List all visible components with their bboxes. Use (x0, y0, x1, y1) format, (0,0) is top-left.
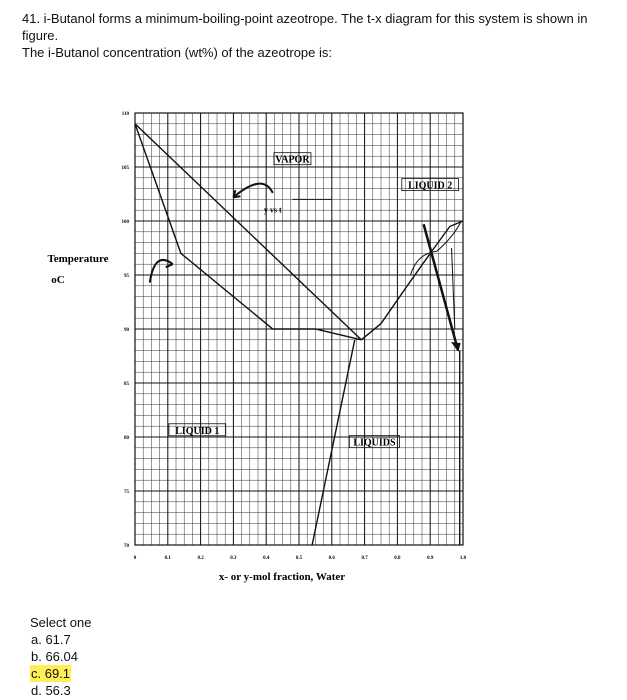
curved-arrow-upper (233, 184, 272, 198)
y-axis-label-line1: Temperature (47, 253, 109, 265)
y-axis-label-line2: oC (51, 274, 65, 286)
x-tick-label: 0.1 (164, 556, 171, 561)
y-tick-label: 85 (124, 382, 129, 387)
x-tick-label: 0.2 (197, 556, 204, 561)
select-one-prompt: Select one (30, 615, 92, 630)
x-tick-label: 0.8 (394, 556, 401, 561)
arrowhead-lower (166, 260, 173, 267)
option-c[interactable] (30, 665, 91, 682)
y-tick-label: 75 (124, 490, 129, 495)
x-tick-label: 0.5 (295, 556, 303, 561)
x-tick-labels (134, 556, 467, 561)
option-b-label: b. 66.04 (31, 649, 78, 664)
x-axis-label: x- or y-mol fraction, Water (218, 571, 346, 583)
question-line-1: 41. i-Butanol forms a minimum-boiling-point azeotrope. The t-x diagram for this system is shown in (22, 11, 588, 26)
y-tick-label: 90 (124, 328, 129, 333)
answer-options (30, 614, 91, 699)
x-tick-label: 0.3 (230, 556, 237, 561)
x-tick-label: 0.7 (361, 556, 368, 561)
x-tick-label: 1.0 (459, 556, 467, 561)
marker-arrowhead (452, 343, 460, 351)
scribble-line (452, 248, 455, 329)
txy-chart (0, 95, 627, 595)
annotation-label: VAPOR (275, 154, 310, 166)
y-tick-label: 100 (121, 220, 129, 225)
x-tick-label: 0 (133, 556, 137, 561)
annotation-label: LIQUID 2 (408, 180, 453, 192)
question-text (22, 10, 612, 61)
option-c-label: c. 69.1 (31, 666, 71, 681)
x-tick-label: 0.4 (263, 556, 270, 561)
option-d[interactable] (30, 682, 91, 699)
x-tick-label: 0.6 (328, 556, 335, 561)
annotation-label: y vs t (263, 205, 282, 215)
y-tick-labels (122, 112, 130, 549)
y-tick-label: 70 (124, 544, 129, 549)
option-a[interactable] (30, 631, 91, 648)
x-tick-label: 0.9 (427, 556, 434, 561)
y-tick-label: 80 (124, 436, 129, 441)
annotation-label: LIQUID 1 (175, 425, 220, 437)
y-tick-label: 105 (121, 166, 129, 171)
option-d-label: d. 56.3 (31, 683, 71, 698)
question-line-3: The i-Butanol concentration (wt%) of the azeotrope is: (22, 45, 332, 60)
question-line-2: figure. (22, 28, 59, 43)
series-line-2 (361, 221, 463, 340)
curved-arrow-lower (150, 260, 173, 283)
option-a-label: a. 61.7 (31, 632, 71, 647)
annotation-label: LIQUIDS (353, 437, 396, 449)
y-tick-label: 95 (124, 274, 129, 279)
y-tick-label: 110 (121, 112, 129, 117)
option-b[interactable] (30, 648, 91, 665)
